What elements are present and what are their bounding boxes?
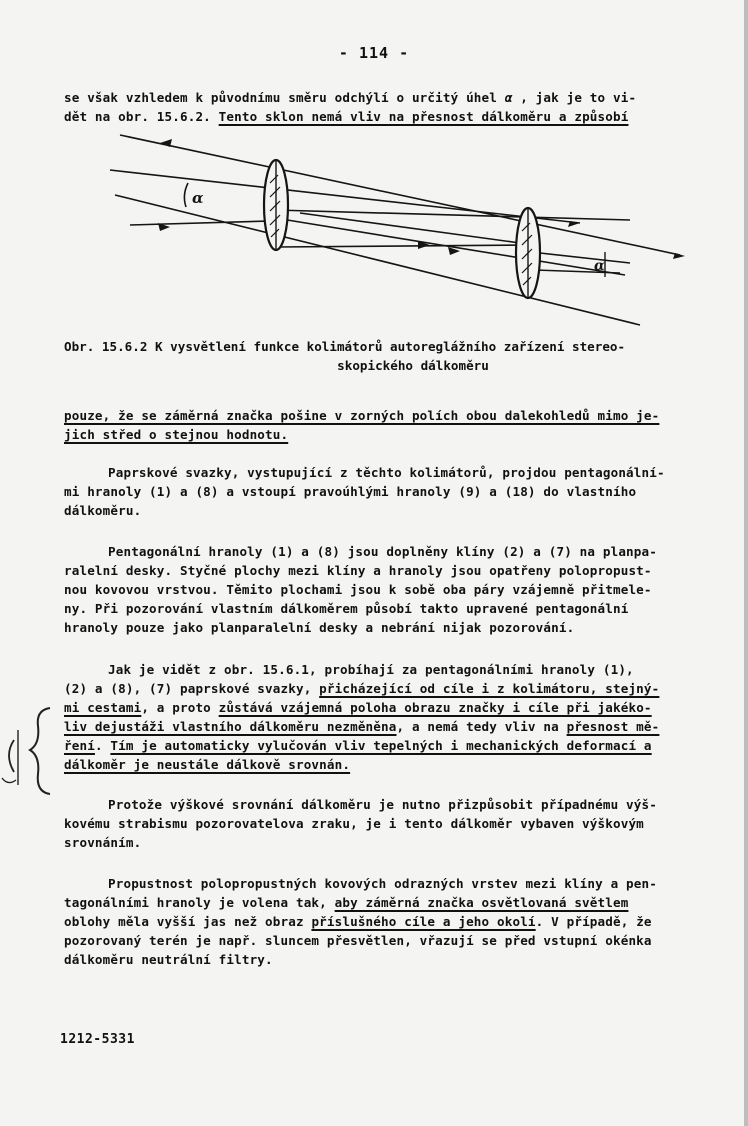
lead-text-2: , jak je to vi- <box>512 90 637 105</box>
paragraph-jak <box>64 660 724 774</box>
jak-line-6u: dálkoměr je neustále dálkově srovnán. <box>64 757 351 772</box>
caption-line-2: skopického dálkoměru <box>337 358 489 373</box>
page-number: - 114 - <box>338 44 410 62</box>
arrow-1 <box>160 139 172 147</box>
ray-1 <box>120 135 680 255</box>
lead-paragraph <box>64 88 724 126</box>
lead-text-3: dět na obr. 15.6.2. <box>64 109 219 124</box>
propust-line-3a: oblohy měla vyšší jas než obraz <box>64 914 312 929</box>
arrow-5 <box>568 221 580 227</box>
pentagon-line-2: ralelní desky. Styčné plochy mezi klíny a hranoly jsou opatřeny polopropust- <box>64 563 652 578</box>
jak-line-2a: (2) a (8), (7) paprskové svazky, <box>64 681 320 696</box>
propust-line-1: Propustnost polopropustných kovových odrazných vrstev mezi klíny a pen- <box>108 876 657 891</box>
propust-line-4: pozorovaný terén je např. sluncem přesvětlen, vřazují se před vstupní okénka <box>64 933 652 948</box>
jak-line-3u2: zůstává vzájemná poloha obrazu značky i cíle při jakéko- <box>218 700 652 715</box>
jak-line-4u2: přesnost mě- <box>566 719 660 734</box>
lens-right <box>516 208 540 298</box>
ray-4 <box>130 221 270 225</box>
alpha-label-left: α <box>192 189 204 207</box>
pentagon-line-3: nou kovovou vrstvou. Těmito plochami jsou k sobě oba páry vzájemně přitmele- <box>64 582 652 597</box>
jak-line-5b: . <box>94 738 111 753</box>
propust-line-2u: aby záměrná značka osvětlovaná světlem <box>334 895 629 910</box>
jak-line-4u1: liv dejustáži vlastního dálkoměru nezměněna <box>64 719 397 734</box>
jak-line-5u1: ření <box>64 738 95 753</box>
angle-arc-left <box>184 183 188 207</box>
jak-line-5u2: Tím je automaticky vylučován vliv tepelných i mechanických deformací a <box>110 738 652 753</box>
ray-6 <box>275 210 630 220</box>
pouze-line-2: jich střed o stejnou hodnotu. <box>64 427 289 442</box>
propust-line-3b: . V případě, že <box>535 914 652 929</box>
paragraph-propust <box>64 874 724 969</box>
vyskove-line-1: Protože výškové srovnání dálkoměru je nutno přizpůsobit případnému výš- <box>108 797 657 812</box>
ray-9 <box>540 253 630 263</box>
arrow-6 <box>673 253 685 259</box>
page-edge <box>744 0 748 1126</box>
paragraph-pentagon <box>64 542 724 637</box>
lead-underlined: Tento sklon nemá vliv na přesnost dálkoměru a způsobí <box>218 109 629 124</box>
paragraph-pouze <box>64 406 724 444</box>
figure-caption <box>64 337 732 375</box>
ray-2 <box>110 170 580 223</box>
caption-line-1: Obr. 15.6.2 K vysvětlení funkce kolimátorů autoreglážního zařízení stereo- <box>64 339 626 354</box>
jak-line-3u1: mi cestami <box>64 700 142 715</box>
propust-line-2a: tagonálními hranoly je volena tak, <box>64 895 335 910</box>
ray-3 <box>115 195 640 325</box>
jak-line-4b: , a nemá tedy vliv na <box>396 719 567 734</box>
ray-7 <box>275 245 530 247</box>
vyskove-line-3: srovnáním. <box>64 835 142 850</box>
svazky-line-1: Paprskové svazky, vystupující z těchto kolimátorů, projdou pentagonální- <box>108 465 665 480</box>
paragraph-svazky <box>64 463 724 520</box>
pouze-line-1: pouze, že se záměrná značka pošine v zorných polích obou dalekohledů mimo je- <box>64 408 660 423</box>
vyskove-line-2: kovému strabismu pozorovatelova zraku, je i tento dálkoměr vybaven výškovým <box>64 816 644 831</box>
pentagon-line-1: Pentagonální hranoly (1) a (8) jsou doplněny klíny (2) a (7) na planpa- <box>108 544 657 559</box>
jak-line-2u: přicházející od cíle i z kolimátoru, stejný- <box>319 681 660 696</box>
margin-brace-mark <box>0 700 62 800</box>
propust-line-5: dálkoměru neutrální filtry. <box>64 952 273 967</box>
svazky-line-3: dálkoměru. <box>64 503 142 518</box>
alpha-label-right: α <box>594 258 605 274</box>
paragraph-vyskove <box>64 795 724 852</box>
propust-line-3u: příslušného cíle a jeho okolí <box>311 914 536 929</box>
pentagon-line-5: hranoly pouze jako planparalelní desky a nebrání nijak pozorování. <box>64 620 575 635</box>
jak-line-1: Jak je vidět z obr. 15.6.1, probíhají za pentagonálními hranoly (1), <box>108 662 634 677</box>
lead-text-1: se však vzhledem k původnímu směru odchýlí o určitý úhel <box>64 90 505 105</box>
svazky-line-2: mi hranoly (1) a (8) a vstoupí pravoúhlými hranoly (9) a (18) do vlastního <box>64 484 637 499</box>
alpha-symbol: α <box>504 90 513 105</box>
lens-left <box>264 160 288 250</box>
ray-lines <box>110 135 680 325</box>
collimator-figure <box>100 125 700 335</box>
document-id: 1212-5331 <box>60 1032 135 1047</box>
pentagon-line-4: ny. Při pozorování vlastním dálkoměrem působí takto upravené pentagonální <box>64 601 629 616</box>
jak-line-3b: , a proto <box>141 700 219 715</box>
